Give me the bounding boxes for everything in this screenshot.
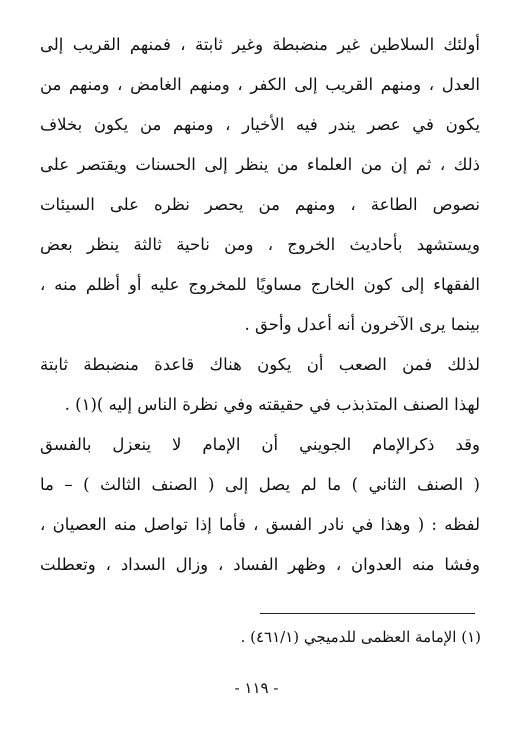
footnote: (١) الإمامة العظمى للدميجي (٤٦١/١) . (240, 628, 481, 646)
text-line: الفقهاء إلى كون الخارج مساويًا للمخروج عليه أو أظلم منه ، (40, 275, 480, 294)
text-line: بينما يرى الآخرون أنه أعدل وأحق . (244, 315, 480, 334)
footnote-divider (260, 613, 475, 614)
text-line: ( الصنف الثاني ) ما لم يصل إلى ( الصنف الثالث ) – ما (40, 475, 480, 494)
text-line: لفظه : ( وهذا في نادر الفسق ، فأما إذا تواصل منه العصيان ، (40, 515, 480, 534)
text-line: لهذا الصنف المتذبذب في حقيقته وفي نظرة الناس إليه )(١) . (64, 395, 480, 414)
paragraph-2 (40, 345, 480, 425)
text-line: نصوص الطاعة ، ومنهم من يحصر نظره على السيئات (40, 195, 480, 214)
text-line: لذلك فمن الصعب أن يكون هناك قاعدة منضبطة ثابتة (40, 355, 480, 374)
page-number: - ١١٩ - (234, 679, 279, 697)
text-line: العدل ، ومنهم القريب إلى الكفر ، ومنهم الغامض ، ومنهم من (40, 75, 480, 94)
paragraph-3 (40, 425, 480, 585)
text-line: ويستشهد بأحاديث الخروج ، ومن ناحية ثالثة ينظر بعض (40, 235, 480, 254)
paragraph-1 (40, 25, 480, 345)
text-line: يكون في عصر يندر فيه الأخيار ، ومنهم من يكون بخلاف (40, 115, 480, 134)
text-line: وقد ذكرالإمام الجويني أن الإمام لا ينعزل بالفسق (40, 435, 480, 454)
text-line: أولئك السلاطين غير منضبطة وغير ثابتة ، فمنهم القريب إلى (40, 35, 480, 54)
text-line: ذلك ، ثم إن من العلماء من ينظر إلى الحسنات ويقتصر على (40, 155, 480, 174)
text-line: وفشا منه العدوان ، وظهر الفساد ، وزال السداد ، وتعطلت (40, 555, 480, 574)
